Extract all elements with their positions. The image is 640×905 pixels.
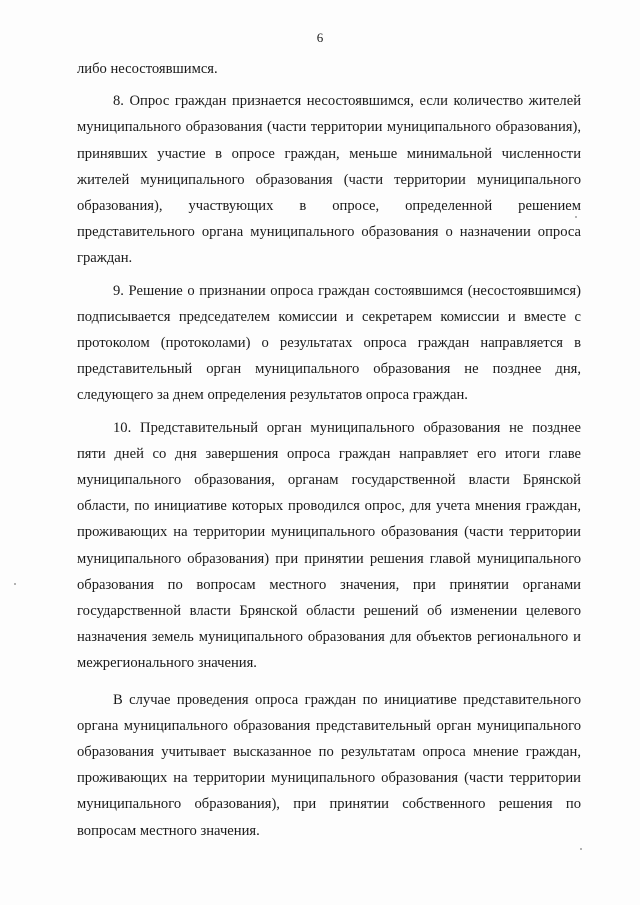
paragraph-8: 8. Опрос граждан признается несостоявшимся, если количество жителей муниципального образования (части территории муниципального образования), принявших участие в опросе граждан, меньше минимальной численности жителей муниципального образования (части территории муниципального образования), участвующих в опросе, определенной решением представительного органа муниципального образования о назначении опроса граждан. [77, 93, 581, 267]
scan-speck [14, 583, 16, 585]
scan-speck [580, 848, 582, 850]
paragraph-10: 10. Представительный орган муниципального образования не позднее пяти дней со дня завершения опроса граждан направляет его итоги главе муниципального образования, органам государственной власти Брянской области, по инициативе которых проводился опрос, для учета мнения граждан, проживающих на территории муниципального образования (части территории муниципального образования) при принятии решения главой муниципального образования по вопросам местного значения, при принятии органами государственной власти Брянской области решений об изменении целевого назначения земель муниципального образования для объектов регионального и межрегионального значения. [77, 419, 581, 672]
paragraph-continuation: либо несостоявшимся. [77, 61, 218, 77]
document-body [77, 56, 581, 844]
paragraph-9: 9. Решение о признании опроса граждан состоявшимся (несостоявшимся) подписывается председателем комиссии и секретарем комиссии и вместе с протоколом (протоколами) о результатах опроса граждан направляется в представительный орган муниципального образования не позднее дня, следующего за днем определения результатов опроса граждан. [77, 282, 581, 404]
scan-speck [575, 216, 577, 218]
page-number: 6 [316, 30, 324, 45]
paragraph-initiative: В случае проведения опроса граждан по инициативе представительного органа муниципального образования представительный орган муниципального образования учитывает высказанное по результатам опроса мнение граждан, проживающих на территории муниципального образования (части территории муниципального образования), при принятии собственного решения по вопросам местного значения. [77, 691, 581, 839]
